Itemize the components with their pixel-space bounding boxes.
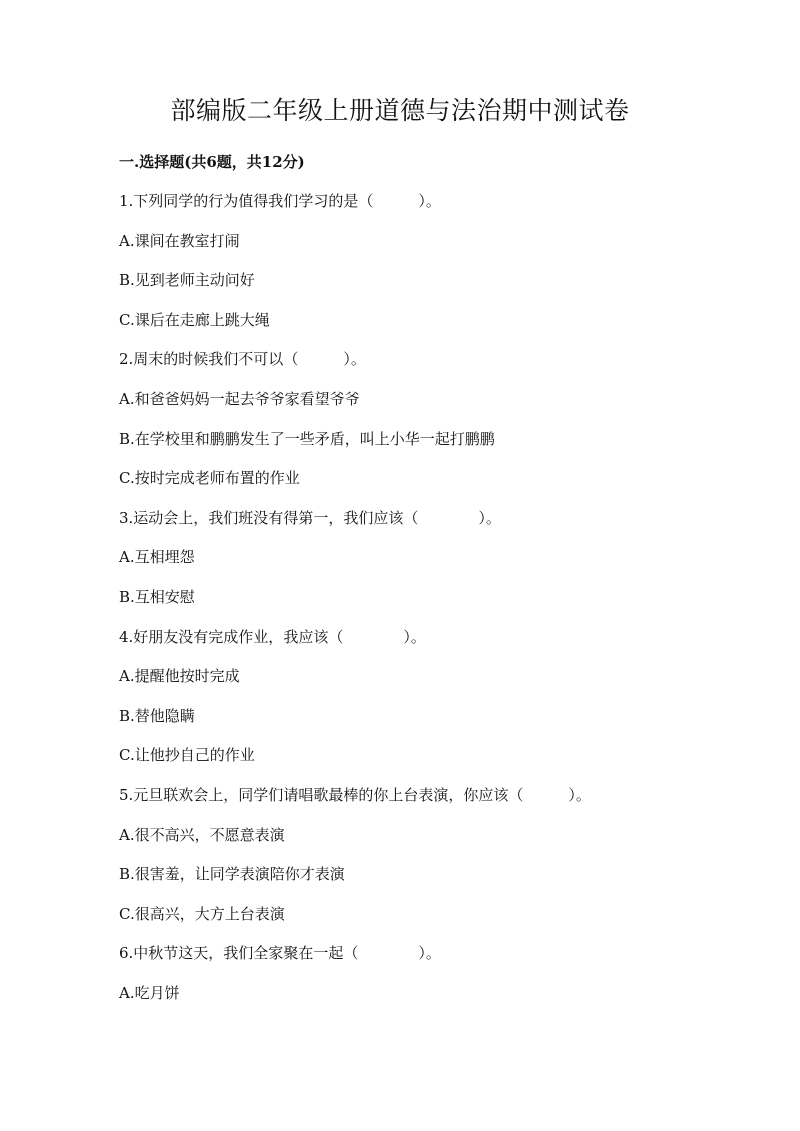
question-5-option-a: A.很不高兴，不愿意表演 bbox=[119, 826, 285, 844]
question-3-option-a: A.互相埋怨 bbox=[119, 548, 195, 566]
section-heading: 一.选择题(共6题，共12分) bbox=[119, 153, 305, 171]
question-6-stem: 6.中秋节这天，我们全家聚在一起（ ）。 bbox=[119, 944, 441, 962]
question-5-option-c: C.很高兴，大方上台表演 bbox=[119, 905, 285, 923]
question-3-stem: 3.运动会上，我们班没有得第一，我们应该（ ）。 bbox=[119, 509, 501, 527]
question-2-option-b: B.在学校里和鹏鹏发生了一些矛盾，叫上小华一起打鹏鹏 bbox=[119, 430, 495, 448]
question-1-option-a: A.课间在教室打闹 bbox=[119, 232, 240, 250]
question-2-stem: 2.周末的时候我们不可以（ ）。 bbox=[119, 350, 366, 368]
question-1-option-b: B.见到老师主动问好 bbox=[119, 271, 255, 289]
question-1-option-c: C.课后在走廊上跳大绳 bbox=[119, 311, 270, 329]
question-4-stem: 4.好朋友没有完成作业，我应该（ ）。 bbox=[119, 628, 426, 646]
question-4-option-b: B.替他隐瞒 bbox=[119, 707, 195, 725]
question-2-option-c: C.按时完成老师布置的作业 bbox=[119, 469, 300, 487]
question-5-option-b: B.很害羞，让同学表演陪你才表演 bbox=[119, 865, 345, 883]
question-5-stem: 5.元旦联欢会上，同学们请唱歌最棒的你上台表演，你应该（ ）。 bbox=[119, 786, 591, 804]
question-4-option-a: A.提醒他按时完成 bbox=[119, 667, 240, 685]
question-3-option-b: B.互相安慰 bbox=[119, 588, 195, 606]
question-1-stem: 1.下列同学的行为值得我们学习的是（ ）。 bbox=[119, 192, 441, 210]
question-2-option-a: A.和爸爸妈妈一起去爷爷家看望爷爷 bbox=[119, 390, 360, 408]
page-title: 部编版二年级上册道德与法治期中测试卷 bbox=[170, 96, 630, 125]
question-6-option-a: A.吃月饼 bbox=[119, 984, 180, 1002]
question-4-option-c: C.让他抄自己的作业 bbox=[119, 746, 255, 764]
